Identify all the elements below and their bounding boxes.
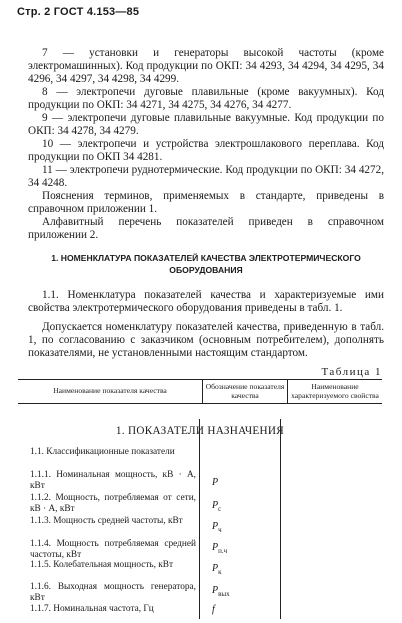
paragraph-7: 7 — установки и генераторы высокой частоты (кроме электромашинных). Код продукции по ОКП: 34 4293, 34 4294, 34 4295, 34 4296, 34 4297, 34 4298, 34 4299. — [28, 47, 384, 85]
row-symbol: P — [212, 477, 219, 488]
header-property: Наименование характеризуемого свойства — [288, 380, 383, 404]
paragraph-index: Алфавитный перечень показателей приведен в справочном приложении 2. — [28, 216, 384, 241]
row-symbol: $P_к$ — [212, 563, 222, 576]
row-symbol: $P_ч$ — [212, 521, 222, 534]
row-symbol: $P_c$ — [212, 500, 222, 513]
table-row: 1.1.7. Номинальная частота, Гц — [30, 604, 154, 614]
paragraph-8: 8 — электропечи дуговые плавильные (кроме вакуумных). Код продукции по ОКП: 34 4271, 34 4275, 34 4276, 34 4277. — [28, 86, 384, 111]
page-header: Стр. 2 ГОСТ 4.153—85 — [17, 6, 140, 18]
paragraph-terms: Пояснения терминов, применяемых в стандарте, приведены в справочном приложении 1. — [28, 190, 384, 215]
table-row: 1.1.5. Колебательная мощность, кВт — [30, 560, 174, 570]
paragraph-allowed: Допускается номенклатуру показателей качества, приведенную в табл. 1, по согласованию с заказчиком (основным потребителем), дополнять показателями, не установленными настоящим стандартом. — [28, 321, 384, 359]
table-row: 1.1. Классификационные показатели — [30, 447, 175, 457]
paragraph-1-1: 1.1. Номенклатура показателей качества и характеризуемые ими свойства электротермического оборудования приведены в табл. 1. — [28, 289, 384, 314]
header-name: Наименование показателя качества — [18, 380, 203, 404]
row-symbol: f — [212, 604, 215, 615]
paragraph-9: 9 — электропечи дуговые плавильные вакуумные. Код продукции по ОКП: 34 4278, 34 4279. — [28, 112, 384, 137]
table-group-title: 1. ПОКАЗАТЕЛИ НАЗНАЧЕНИЯ — [115, 425, 285, 437]
table-row: 1.1.2. Мощность, потребляемая от сети, кВ · А, кВт — [30, 493, 196, 514]
paragraph-11: 11 — электропечи руднотермические. Код продукции по ОКП: 34 4272, 34 4248. — [28, 164, 384, 189]
table-header — [18, 379, 382, 404]
paragraph-10: 10 — электропечи и устройства электрошлакового переплава. Код продукции по ОКП 34 4281. — [28, 138, 384, 163]
row-symbol: $P_{вых}$ — [212, 585, 230, 598]
column-divider — [199, 419, 200, 619]
section-title-continued: ОБОРУДОВАНИЯ — [169, 265, 243, 275]
table-row: 1.1.1. Номинальная мощность, кВ · А, кВт — [30, 470, 196, 491]
header-symbol: Обозначение показателя качества — [203, 380, 288, 404]
table-row: 1.1.4. Мощность потребляемая средней частоты, кВт — [30, 539, 196, 560]
row-symbol: $P_{п.ч}$ — [212, 542, 228, 555]
table-row: 1.1.3. Мощность средней частоты, кВт — [30, 516, 183, 526]
table-row: 1.1.6. Выходная мощность генератора, кВт — [30, 582, 196, 603]
table-label: Таблица 1 — [321, 366, 382, 378]
section-title: 1. НОМЕНКЛАТУРА ПОКАЗАТЕЛЕЙ КАЧЕСТВА ЭЛЕКТРОТЕРМИЧЕСКОГО — [51, 253, 361, 263]
column-divider — [280, 419, 281, 619]
